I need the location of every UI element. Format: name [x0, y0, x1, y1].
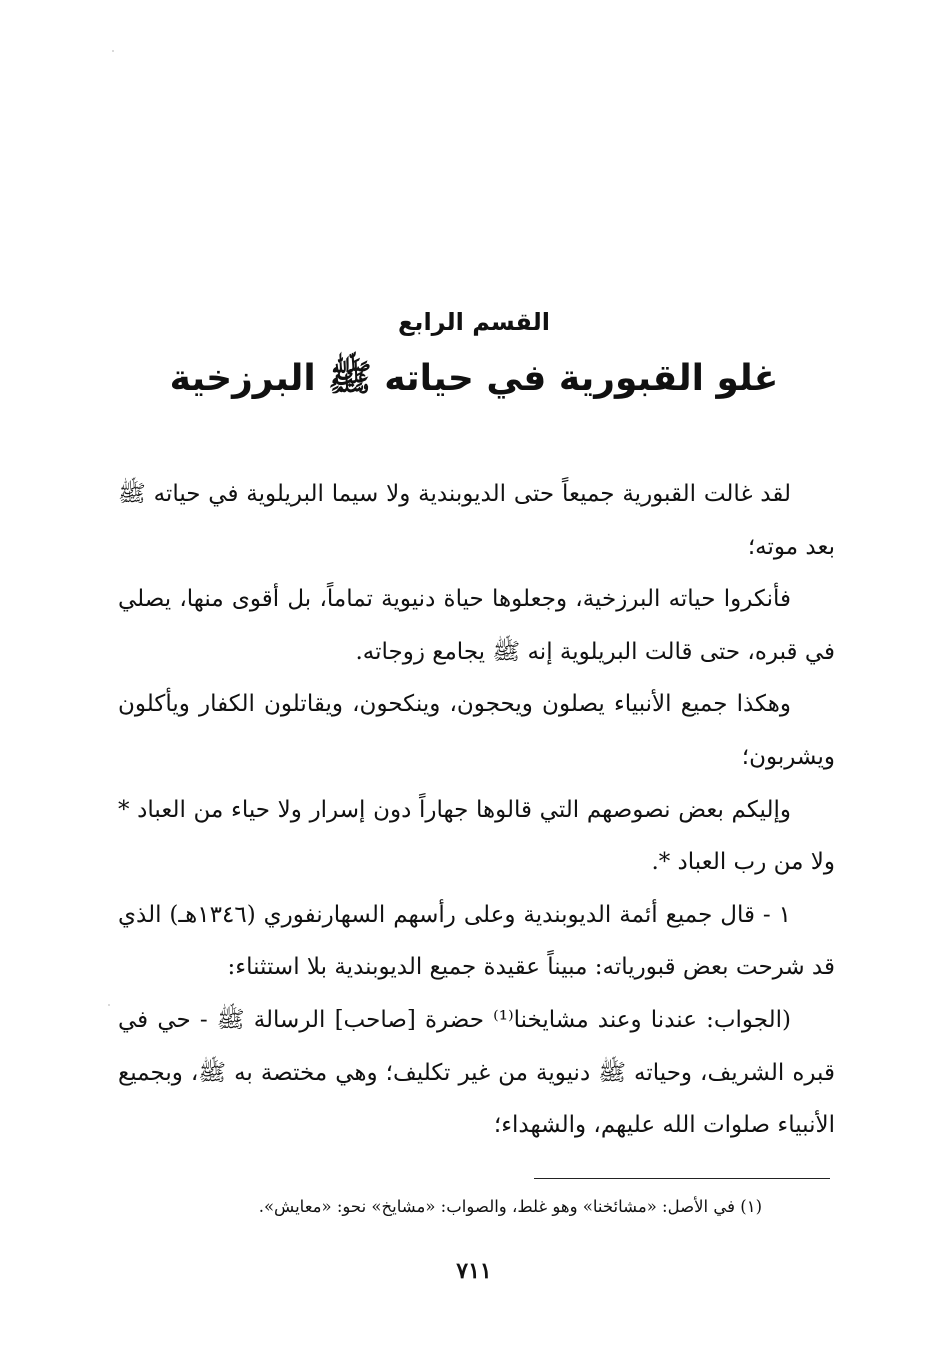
- footnote: (١) في الأصل: «مشائخنا» وهو غلط، والصواب: «مشايخ» نحو: «معايش».: [258, 1197, 762, 1216]
- paragraph: وهكذا جميع الأنبياء يصلون ويحجون، وينكحون، ويقاتلون الكفار ويأكلون ويشربون؛: [118, 691, 835, 770]
- footnote-separator: [534, 1178, 830, 1179]
- paragraph: لقد غالت القبورية جميعاً حتى الديوبندية ولا سيما البريلوية في حياته ﷺ بعد موته؛: [118, 481, 835, 560]
- chapter-title: غلو القبورية في حياته ﷺ البرزخية: [169, 358, 779, 399]
- page-number: ٧١١: [456, 1258, 492, 1284]
- paragraph: ١ - قال جميع أئمة الديوبندية وعلى رأسهم السهارنفوري (١٣٤٦هـ) الذي قد شرحت بعض قبورياته: مبيناً عقيدة جميع الديوبندية بلا استثناء:: [118, 901, 835, 981]
- scan-speck: [108, 1004, 110, 1006]
- body-text: [118, 468, 835, 1152]
- section-label: القسم الرابع: [398, 308, 550, 336]
- paragraph: وإليكم بعض نصوصهم التي قالوها جهاراً دون إسرار ولا حياء من العباد * ولا من رب العباد *.: [118, 796, 835, 876]
- scan-speck: [112, 50, 114, 52]
- paragraph: فأنكروا حياته البرزخية، وجعلوها حياة دنيوية تماماً، بل أقوى منها، يصلي في قبره، حتى قالت البريلوية إنه ﷺ يجامع زوجاته.: [118, 586, 835, 665]
- paragraph: (الجواب: عندنا وعند مشايخنا⁽¹⁾ حضرة [صاحب] الرسالة ﷺ - حي في قبره الشريف، وحياته ﷺ دنيوية من غير تكليف؛ وهي مختصة به ﷺ، وبجميع الأنبياء صلوات الله عليهم، والشهداء؛: [118, 1006, 835, 1139]
